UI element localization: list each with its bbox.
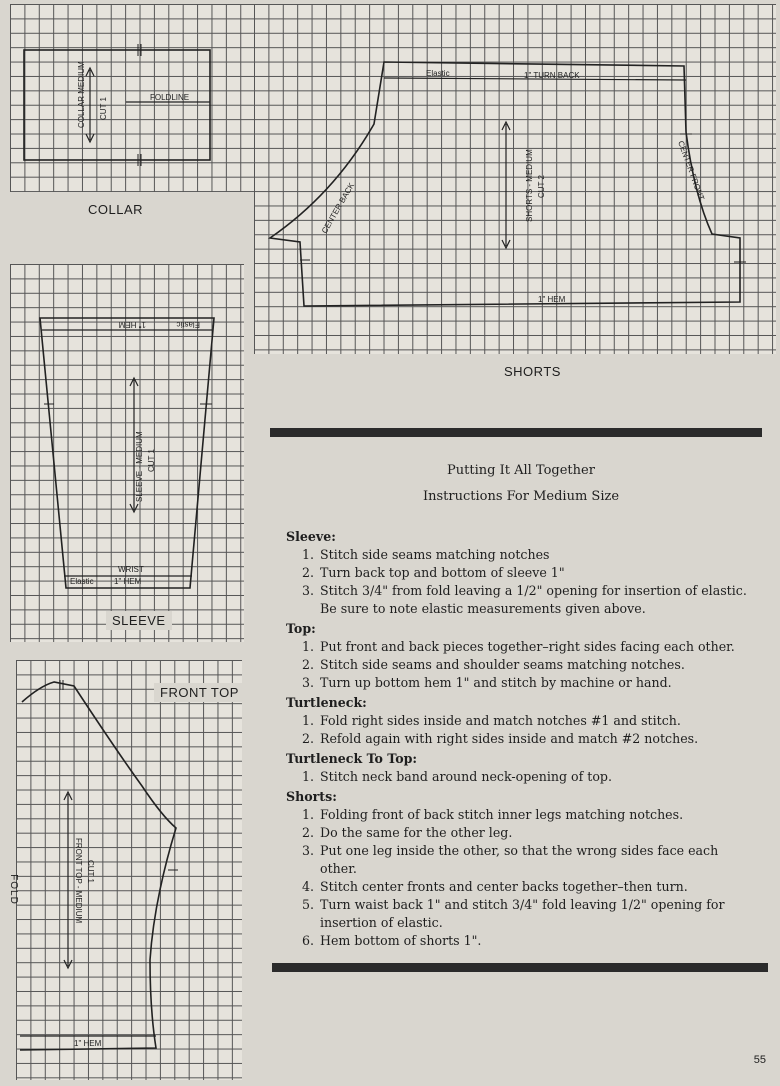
- step-item: 3. Put one leg inside the other, so that the wrong sides face each other.: [318, 842, 756, 878]
- collar-caption: COLLAR: [82, 200, 149, 219]
- front-top-caption: FRONT TOP: [154, 683, 245, 702]
- sleeve-pattern: [10, 264, 244, 642]
- step-item: 4. Stitch center fronts and center backs together–then turn.: [318, 878, 756, 896]
- collar-foldline: FOLDLINE: [150, 93, 190, 102]
- step-item: 1. Folding front of back stitch inner legs matching notches.: [318, 806, 756, 824]
- section-heading: Turtleneck To Top:: [286, 751, 418, 766]
- sleeve-caption: SLEEVE: [106, 611, 172, 630]
- front-top-hem: 1" HEM: [74, 1039, 102, 1048]
- step-item: 1. Stitch neck band around neck-opening of top.: [318, 768, 756, 786]
- section-steps: [286, 712, 756, 748]
- collar-cut-label: CUT 1: [99, 97, 108, 120]
- top-divider: [270, 428, 762, 437]
- step-item: 2. Refold again with right sides inside and match #2 notches.: [318, 730, 756, 748]
- shorts-caption: SHORTS: [498, 362, 567, 381]
- shorts-cut-label: CUT 2: [537, 175, 546, 198]
- sleeve-piece-label: SLEEVE - MEDIUM: [135, 431, 144, 502]
- section-heading: Shorts:: [286, 789, 337, 804]
- shorts-center-front: CENTER FRONT: [676, 139, 707, 202]
- step-item: 2. Do the same for the other leg.: [318, 824, 756, 842]
- step-item: 5. Turn waist back 1" and stitch 3/4" fold leaving 1/2" opening for insertion of elastic.: [318, 896, 756, 932]
- front-top-fold: FOLD: [7, 874, 19, 905]
- sleeve-elastic: Elastic: [70, 577, 94, 586]
- sleeve-cut-label: CUT 1: [147, 449, 156, 472]
- step-item: 1. Fold right sides inside and match notches #1 and stitch.: [318, 712, 756, 730]
- sleeve-top-hem: 1" HEM: [118, 320, 146, 329]
- step-item: 1. Stitch side seams matching notches: [318, 546, 756, 564]
- instructions-title: Putting It All Together: [447, 463, 595, 478]
- bottom-divider: [272, 963, 768, 972]
- step-item: 6. Hem bottom of shorts 1".: [318, 932, 756, 950]
- shorts-turn-back: 1" TURN BACK: [524, 71, 580, 80]
- section-steps: [286, 768, 756, 786]
- front-top-piece-label: FRONT TOP - MEDIUM: [74, 838, 83, 924]
- shorts-pattern: [254, 4, 776, 354]
- instructions: [286, 458, 756, 950]
- shorts-hem: 1" HEM: [538, 295, 566, 304]
- sleeve-top-elastic: Elastic: [176, 320, 200, 329]
- sleeve-hem: 1" HEM: [114, 577, 142, 586]
- shorts-elastic: Elastic: [426, 69, 450, 78]
- collar-piece-label: COLLAR MEDIUM: [77, 61, 86, 128]
- instructions-subtitle: Instructions For Medium Size: [422, 489, 620, 504]
- section-steps: [286, 806, 756, 950]
- page-number: 55: [753, 1054, 766, 1066]
- step-item: 3. Turn up bottom hem 1" and stitch by machine or hand.: [318, 674, 756, 692]
- front-top-pattern: [16, 660, 242, 1080]
- front-top-cut-label: CUT 1: [86, 860, 95, 883]
- section-heading: Sleeve:: [286, 529, 336, 544]
- step-item: 3. Stitch 3/4" from fold leaving a 1/2" opening for insertion of elastic. Be sure to note elastic measurements given above.: [318, 582, 756, 618]
- sleeve-wrist: WRIST: [118, 565, 144, 574]
- collar-pattern: [10, 4, 254, 192]
- section-steps: [286, 638, 756, 692]
- shorts-piece-label: SHORTS - MEDIUM: [525, 149, 534, 222]
- instruction-sections: [286, 528, 756, 950]
- step-item: 1. Put front and back pieces together–right sides facing each other.: [318, 638, 756, 656]
- shorts-center-back: CENTER BACK: [319, 181, 357, 235]
- section-heading: Turtleneck:: [286, 695, 367, 710]
- section-heading: Top:: [286, 621, 316, 636]
- step-item: 2. Turn back top and bottom of sleeve 1": [318, 564, 756, 582]
- section-steps: [286, 546, 756, 618]
- step-item: 2. Stitch side seams and shoulder seams matching notches.: [318, 656, 756, 674]
